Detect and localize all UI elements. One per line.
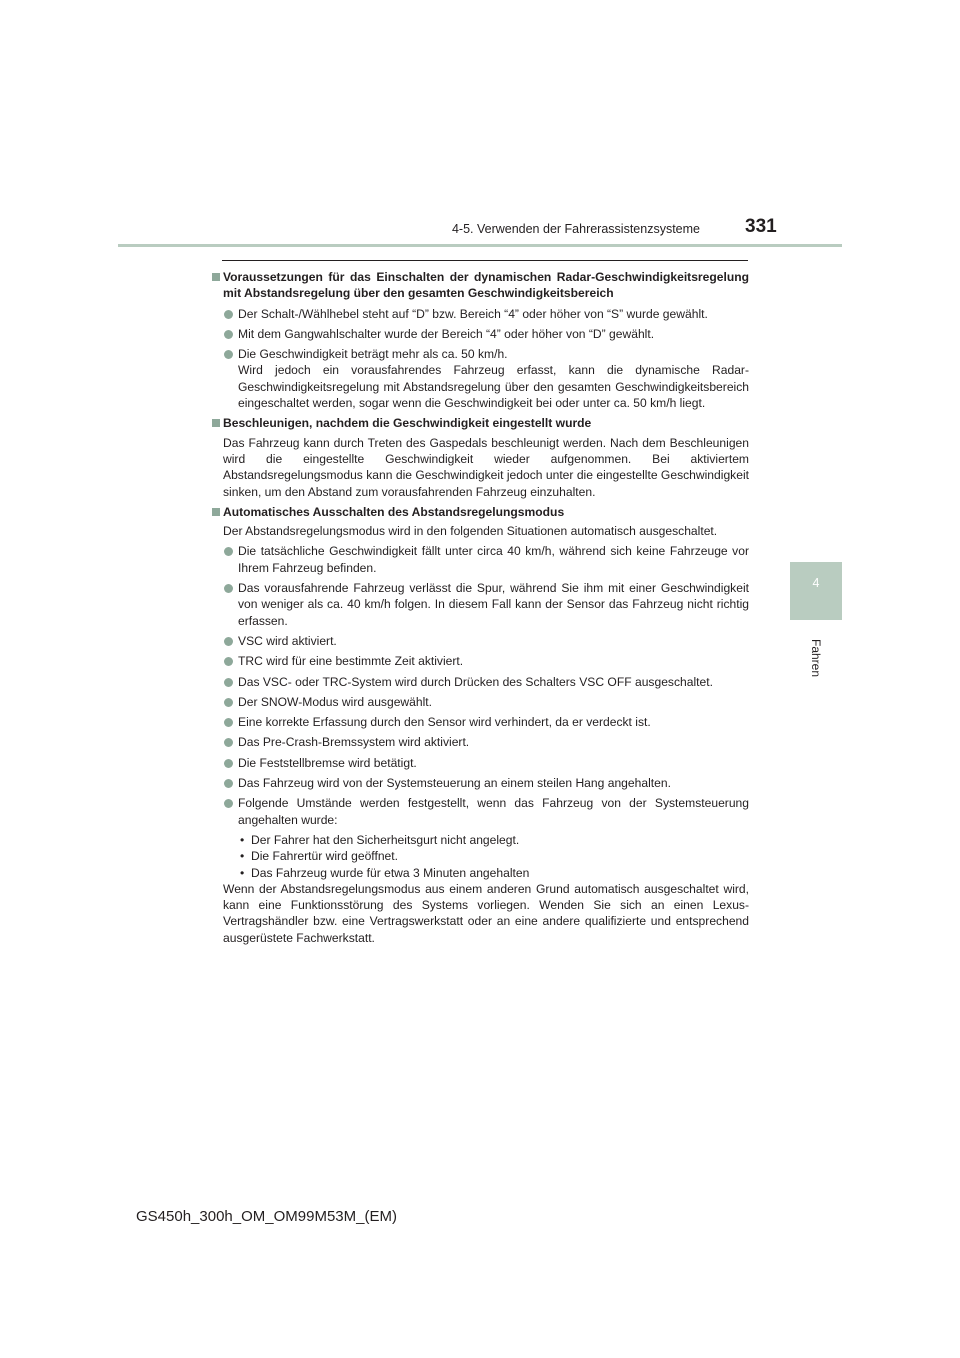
small-bullet-icon: •	[240, 865, 245, 880]
list-item	[212, 714, 749, 730]
chapter-label-text: Fahren	[809, 638, 823, 678]
paragraph: Wenn der Abstandsregelungsmodus aus einem anderen Grund automatisch ausgeschaltet wird, kann eine Funktionsstörung des Systems vorliegen. Wenden Sie sich an einen Lexus-Vertragshändler bzw. eine Vertragswerkstatt oder an eine andere qualifizierte und entsprechend ausgerüstete Fachwerkstatt.	[223, 881, 749, 945]
list-item	[212, 775, 749, 791]
square-bullet-icon	[212, 273, 220, 281]
list-item-text: Folgende Umstände werden festgestellt, wenn das Fahrzeug von der Systemsteuerung angehalten wurde:	[238, 796, 749, 827]
list-item	[212, 653, 749, 669]
paragraph: Das Fahrzeug kann durch Treten des Gaspedals beschleunigt werden. Nach dem Beschleunigen wird die eingestellte Geschwindigkeit wieder aufgenommen. Bei aktiviertem Abstandsregelungsmodus kann die Geschwindigkeit jedoch unter die eingestellte Geschwindigkeit sinken, um den Abstand zum vorausfahrenden Fahrzeug einzuhalten.	[223, 435, 749, 499]
list-item	[212, 543, 749, 576]
list-item-text: Die tatsächliche Geschwindigkeit fällt unter circa 40 km/h, während sich keine Fahrzeuge vor Ihrem Fahrzeug befinden.	[238, 544, 749, 575]
list-item-text: Die Feststellbremse wird betätigt.	[238, 755, 417, 770]
list-item	[212, 694, 749, 710]
circle-bullet-icon	[224, 759, 233, 768]
sub-list-item	[212, 832, 749, 848]
section-heading-text: Beschleunigen, nachdem die Geschwindigkeit eingestellt wurde	[223, 416, 592, 431]
circle-bullet-icon	[224, 799, 233, 808]
square-bullet-icon	[212, 419, 220, 427]
list-item-text: Das Fahrzeug wird von der Systemsteuerung an einem steilen Hang angehalten.	[238, 776, 671, 791]
list-item-text: Die Geschwindigkeit beträgt mehr als ca. 50 km/h. Wird jedoch ein vorausfahrendes Fahrzeug erfasst, kann die dynamische Radar-Geschwindigkeitsregelung mit Abstandsregelung über den gesamten Geschwindigkeitsbereich eingeschaltet werden, sogar wenn die Geschwindigkeit bei oder unter ca. 50 km/h liegt.	[238, 347, 749, 411]
section-heading	[212, 415, 749, 431]
small-bullet-icon: •	[240, 849, 245, 864]
list-item-text: Das VSC- oder TRC-System wird durch Drücken des Schalters VSC OFF ausgeschaltet.	[238, 674, 713, 689]
header-section-title: 4-5. Verwenden der Fahrerassistenzsysteme	[451, 222, 700, 236]
list-item-text: Eine korrekte Erfassung durch den Sensor wird verhindert, da er verdeckt ist.	[238, 715, 651, 730]
list-item	[212, 674, 749, 690]
list-item-text: Das vorausfahrende Fahrzeug verlässt die Spur, während Sie ihm mit einer Geschwindigkeit von weniger als ca. 40 km/h folgen. In diesem Fall kann der Sensor das Fahrzeug nicht richtig erfassen.	[238, 581, 749, 628]
square-bullet-icon	[212, 508, 220, 516]
list-item-text: Der SNOW-Modus wird ausgewählt.	[238, 694, 433, 709]
list-item	[212, 326, 749, 342]
list-item	[212, 346, 749, 411]
paragraph: Der Abstandsregelungsmodus wird in den folgenden Situationen automatisch ausgeschaltet.	[223, 524, 718, 539]
circle-bullet-icon	[224, 779, 233, 788]
section-heading-text: Automatisches Ausschalten des Abstandsregelungsmodus	[223, 504, 565, 519]
list-item-text: Das Pre-Crash-Bremssystem wird aktiviert.	[238, 735, 470, 750]
section-heading	[212, 504, 749, 520]
list-item-text: Mit dem Gangwahlschalter wurde der Bereich “4” oder höher von “D” gewählt.	[238, 326, 655, 341]
circle-bullet-icon	[224, 350, 233, 359]
chapter-number: 4	[812, 576, 820, 590]
list-item-text: TRC wird für eine bestimmte Zeit aktiviert.	[238, 654, 464, 669]
circle-bullet-icon	[224, 637, 233, 646]
sub-list-item-text: Der Fahrer hat den Sicherheitsgurt nicht angelegt.	[251, 832, 520, 847]
circle-bullet-icon	[224, 657, 233, 666]
list-item	[212, 580, 749, 629]
circle-bullet-icon	[224, 678, 233, 687]
circle-bullet-icon	[224, 330, 233, 339]
list-item	[212, 734, 749, 750]
list-item	[212, 306, 749, 322]
document-code: GS450h_300h_OM_OM99M53M_(EM)	[136, 1208, 397, 1225]
circle-bullet-icon	[224, 310, 233, 319]
chapter-label	[790, 628, 842, 688]
list-item-text: Der Schalt-/Wählhebel steht auf “D” bzw. Bereich “4” oder höher von “S” wurde gewählt.	[238, 306, 708, 321]
section-heading	[212, 269, 749, 302]
list-item-text: VSC wird aktiviert.	[238, 633, 337, 648]
sub-list-item-text: Das Fahrzeug wurde für etwa 3 Minuten angehalten	[251, 865, 530, 880]
content-top-rule	[222, 260, 748, 261]
sub-list-item	[212, 848, 749, 864]
small-bullet-icon: •	[240, 832, 245, 847]
circle-bullet-icon	[224, 584, 233, 593]
circle-bullet-icon	[224, 698, 233, 707]
circle-bullet-icon	[224, 547, 233, 556]
list-item	[212, 633, 749, 649]
page-number: 331	[745, 216, 777, 237]
section-heading-text: Voraussetzungen für das Einschalten der dynamischen Radar-Geschwindigkeitsregelung mit Abstandsregelung über den gesamten Geschwindigkeitsbereich	[223, 270, 749, 301]
list-item	[212, 755, 749, 771]
circle-bullet-icon	[224, 738, 233, 747]
page-content	[212, 269, 749, 946]
chapter-tab[interactable]	[790, 562, 842, 620]
sub-list-item	[212, 865, 749, 881]
sub-list-item-text: Die Fahrertür wird geöffnet.	[251, 849, 398, 864]
list-item	[212, 795, 749, 828]
circle-bullet-icon	[224, 718, 233, 727]
header-rule	[118, 244, 842, 247]
